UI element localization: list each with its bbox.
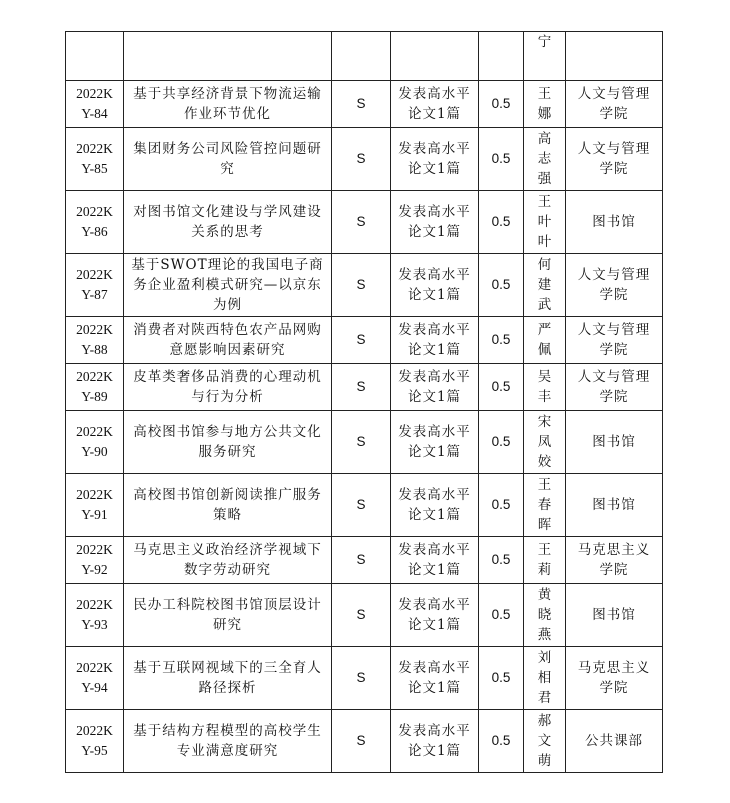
requirement-cell: 发表高水平 论文1篇 <box>391 191 479 254</box>
project-level-cell: S <box>332 317 391 364</box>
requirement-cell: 发表高水平 论文1篇 <box>391 317 479 364</box>
department-cell: 人文与管理 学院 <box>566 317 663 364</box>
person-cell <box>524 411 566 474</box>
title-cell <box>124 32 332 81</box>
requirement-cell: 发表高水平 论文1篇 <box>391 81 479 128</box>
person-cell <box>524 647 566 710</box>
department-cell: 人文与管理 学院 <box>566 81 663 128</box>
project-title-cell <box>124 364 332 411</box>
person-char: 姣 <box>537 454 552 470</box>
id-cell <box>66 32 124 81</box>
funding-cell: 0.5 <box>479 411 524 474</box>
person-char: 王 <box>537 194 552 210</box>
requirement-cell: 发表高水平 论文1篇 <box>391 128 479 191</box>
requirement-cell: 发表高水平 论文1篇 <box>391 537 479 584</box>
table-row <box>66 81 663 128</box>
person-char: 严 <box>537 322 552 338</box>
person-cell <box>524 364 566 411</box>
person-char: 武 <box>537 297 552 313</box>
funding-cell: 0.5 <box>479 317 524 364</box>
project-title: 皮革类奢侈品消费的心理动机 与行为分析 <box>133 369 322 405</box>
level-cell <box>332 32 391 81</box>
person-char: 强 <box>537 171 552 187</box>
project-id-cell <box>66 128 124 191</box>
person-char: 燕 <box>537 627 552 643</box>
project-title-cell <box>124 584 332 647</box>
project-level-cell: S <box>332 710 391 773</box>
project-id-cell <box>66 474 124 537</box>
department-cell: 图书馆 <box>566 191 663 254</box>
project-level-cell: S <box>332 191 391 254</box>
project-id-line: 2022K <box>76 487 113 502</box>
requirement-cell: 发表高水平 论文1篇 <box>391 411 479 474</box>
person-cell <box>524 32 566 81</box>
person-cell <box>524 474 566 537</box>
person-cell <box>524 81 566 128</box>
project-id-line: Y-93 <box>81 617 108 632</box>
project-title: 消费者对陕西特色农产品网购 意愿影响因素研究 <box>133 322 322 358</box>
person-char: 君 <box>537 690 552 706</box>
person-char: 王 <box>537 542 552 558</box>
person-char: 凤 <box>537 434 552 450</box>
table-row <box>66 411 663 474</box>
table-row <box>66 474 663 537</box>
table-row-partial <box>66 32 663 81</box>
project-title: 民办工科院校图书馆顶层设计 研究 <box>133 597 322 633</box>
project-id-line: Y-92 <box>81 562 108 577</box>
project-id-line: Y-89 <box>81 389 108 404</box>
person-char: 志 <box>537 151 552 167</box>
person-tail: 宁 <box>537 34 552 50</box>
project-title: 基于互联网视域下的三全育人 路径探析 <box>133 660 322 696</box>
project-id-cell <box>66 191 124 254</box>
department-cell: 公共课部 <box>566 710 663 773</box>
person-char: 春 <box>537 497 552 513</box>
project-id-cell <box>66 254 124 317</box>
funding-cell: 0.5 <box>479 81 524 128</box>
project-id-line: 2022K <box>76 369 113 384</box>
person-char: 萌 <box>537 753 552 769</box>
project-id-line: 2022K <box>76 597 113 612</box>
department-cell: 人文与管理 学院 <box>566 364 663 411</box>
project-id-line: Y-91 <box>81 507 108 522</box>
project-id-line: Y-86 <box>81 224 108 239</box>
funding-cell: 0.5 <box>479 364 524 411</box>
funding-cell: 0.5 <box>479 647 524 710</box>
project-id-line: 2022K <box>76 86 113 101</box>
project-id-cell <box>66 710 124 773</box>
project-id-line: Y-90 <box>81 444 108 459</box>
table-row <box>66 191 663 254</box>
project-id-line: 2022K <box>76 267 113 282</box>
person-char: 叶 <box>537 214 552 230</box>
project-id-line: 2022K <box>76 424 113 439</box>
person-cell <box>524 537 566 584</box>
table-row <box>66 364 663 411</box>
project-id-line: 2022K <box>76 723 113 738</box>
person-cell <box>524 317 566 364</box>
person-char: 佩 <box>537 342 552 358</box>
project-title-cell <box>124 710 332 773</box>
person-char: 宋 <box>537 414 552 430</box>
person-char: 娜 <box>537 106 552 122</box>
project-id-line: 2022K <box>76 660 113 675</box>
project-level-cell: S <box>332 364 391 411</box>
person-char: 丰 <box>537 389 552 405</box>
project-title-cell <box>124 191 332 254</box>
project-id-line: Y-85 <box>81 161 108 176</box>
person-cell <box>524 128 566 191</box>
project-title-cell <box>124 647 332 710</box>
project-id-cell <box>66 81 124 128</box>
project-level-cell: S <box>332 81 391 128</box>
project-level-cell: S <box>332 474 391 537</box>
requirement-cell: 发表高水平 论文1篇 <box>391 710 479 773</box>
requirement-cell: 发表高水平 论文1篇 <box>391 254 479 317</box>
project-title: 高校图书馆创新阅读推广服务 策略 <box>133 487 322 523</box>
project-table <box>65 31 663 773</box>
person-char: 高 <box>537 131 552 147</box>
funding-cell: 0.5 <box>479 128 524 191</box>
person-char: 莉 <box>537 562 552 578</box>
project-title-cell <box>124 254 332 317</box>
requirement-cell: 发表高水平 论文1篇 <box>391 474 479 537</box>
person-char: 吴 <box>537 369 552 385</box>
project-level-cell: S <box>332 128 391 191</box>
project-id-line: 2022K <box>76 542 113 557</box>
project-title-cell <box>124 411 332 474</box>
project-level-cell: S <box>332 411 391 474</box>
person-char: 刘 <box>537 650 552 666</box>
person-cell <box>524 254 566 317</box>
table-row <box>66 128 663 191</box>
project-title: 马克思主义政治经济学视域下 数字劳动研究 <box>133 542 322 578</box>
funding-cell: 0.5 <box>479 191 524 254</box>
table-body <box>66 32 663 773</box>
project-title: 基于SWOT理论的我国电子商 务企业盈利模式研究—以京东 为例 <box>131 257 324 313</box>
person-char: 王 <box>537 477 552 493</box>
person-char: 何 <box>537 257 552 273</box>
project-title: 对图书馆文化建设与学风建设 关系的思考 <box>133 204 322 240</box>
project-title-cell <box>124 81 332 128</box>
requirement-cell <box>391 32 479 81</box>
person-cell <box>524 710 566 773</box>
project-id-cell <box>66 537 124 584</box>
project-id-line: 2022K <box>76 141 113 156</box>
person-char: 建 <box>537 277 552 293</box>
project-id-line: Y-88 <box>81 342 108 357</box>
project-title-cell <box>124 317 332 364</box>
project-level-cell: S <box>332 537 391 584</box>
department-cell: 图书馆 <box>566 411 663 474</box>
project-id-cell <box>66 317 124 364</box>
funding-cell: 0.5 <box>479 474 524 537</box>
project-id-cell <box>66 584 124 647</box>
person-char: 文 <box>537 733 552 749</box>
project-id-line: Y-95 <box>81 743 108 758</box>
person-cell <box>524 584 566 647</box>
table-row <box>66 537 663 584</box>
funding-cell: 0.5 <box>479 254 524 317</box>
project-title-cell <box>124 474 332 537</box>
project-title-cell <box>124 128 332 191</box>
project-level-cell: S <box>332 584 391 647</box>
requirement-cell: 发表高水平 论文1篇 <box>391 584 479 647</box>
person-char: 相 <box>537 670 552 686</box>
project-id-line: Y-84 <box>81 106 108 121</box>
project-level-cell: S <box>332 647 391 710</box>
funding-cell: 0.5 <box>479 584 524 647</box>
department-cell: 马克思主义 学院 <box>566 647 663 710</box>
project-title: 基于结构方程模型的高校学生 专业满意度研究 <box>133 723 322 759</box>
department-cell: 人文与管理 学院 <box>566 254 663 317</box>
project-id-line: 2022K <box>76 322 113 337</box>
department-cell: 图书馆 <box>566 474 663 537</box>
funding-cell: 0.5 <box>479 537 524 584</box>
person-char: 晖 <box>537 517 552 533</box>
table-row <box>66 317 663 364</box>
table-row <box>66 647 663 710</box>
project-id-cell <box>66 411 124 474</box>
department-cell: 人文与管理 学院 <box>566 128 663 191</box>
department-cell: 图书馆 <box>566 584 663 647</box>
person-char: 晓 <box>537 607 552 623</box>
funding-cell <box>479 32 524 81</box>
person-char: 黄 <box>537 587 552 603</box>
person-cell <box>524 191 566 254</box>
project-id-line: Y-94 <box>81 680 108 695</box>
project-id-cell <box>66 364 124 411</box>
requirement-cell: 发表高水平 论文1篇 <box>391 364 479 411</box>
project-title: 集团财务公司风险管控问题研 究 <box>133 141 322 177</box>
project-id-line: Y-87 <box>81 287 108 302</box>
project-id-cell <box>66 647 124 710</box>
person-char: 叶 <box>537 234 552 250</box>
requirement-cell: 发表高水平 论文1篇 <box>391 647 479 710</box>
project-title-cell <box>124 537 332 584</box>
table-row <box>66 710 663 773</box>
department-cell: 马克思主义 学院 <box>566 537 663 584</box>
project-id-line: 2022K <box>76 204 113 219</box>
dept-cell <box>566 32 663 81</box>
table-row <box>66 584 663 647</box>
project-title: 高校图书馆参与地方公共文化 服务研究 <box>133 424 322 460</box>
person-char: 郝 <box>537 713 552 729</box>
person-char: 王 <box>537 86 552 102</box>
project-level-cell: S <box>332 254 391 317</box>
funding-cell: 0.5 <box>479 710 524 773</box>
table-row <box>66 254 663 317</box>
project-title: 基于共享经济背景下物流运输 作业环节优化 <box>133 86 322 122</box>
